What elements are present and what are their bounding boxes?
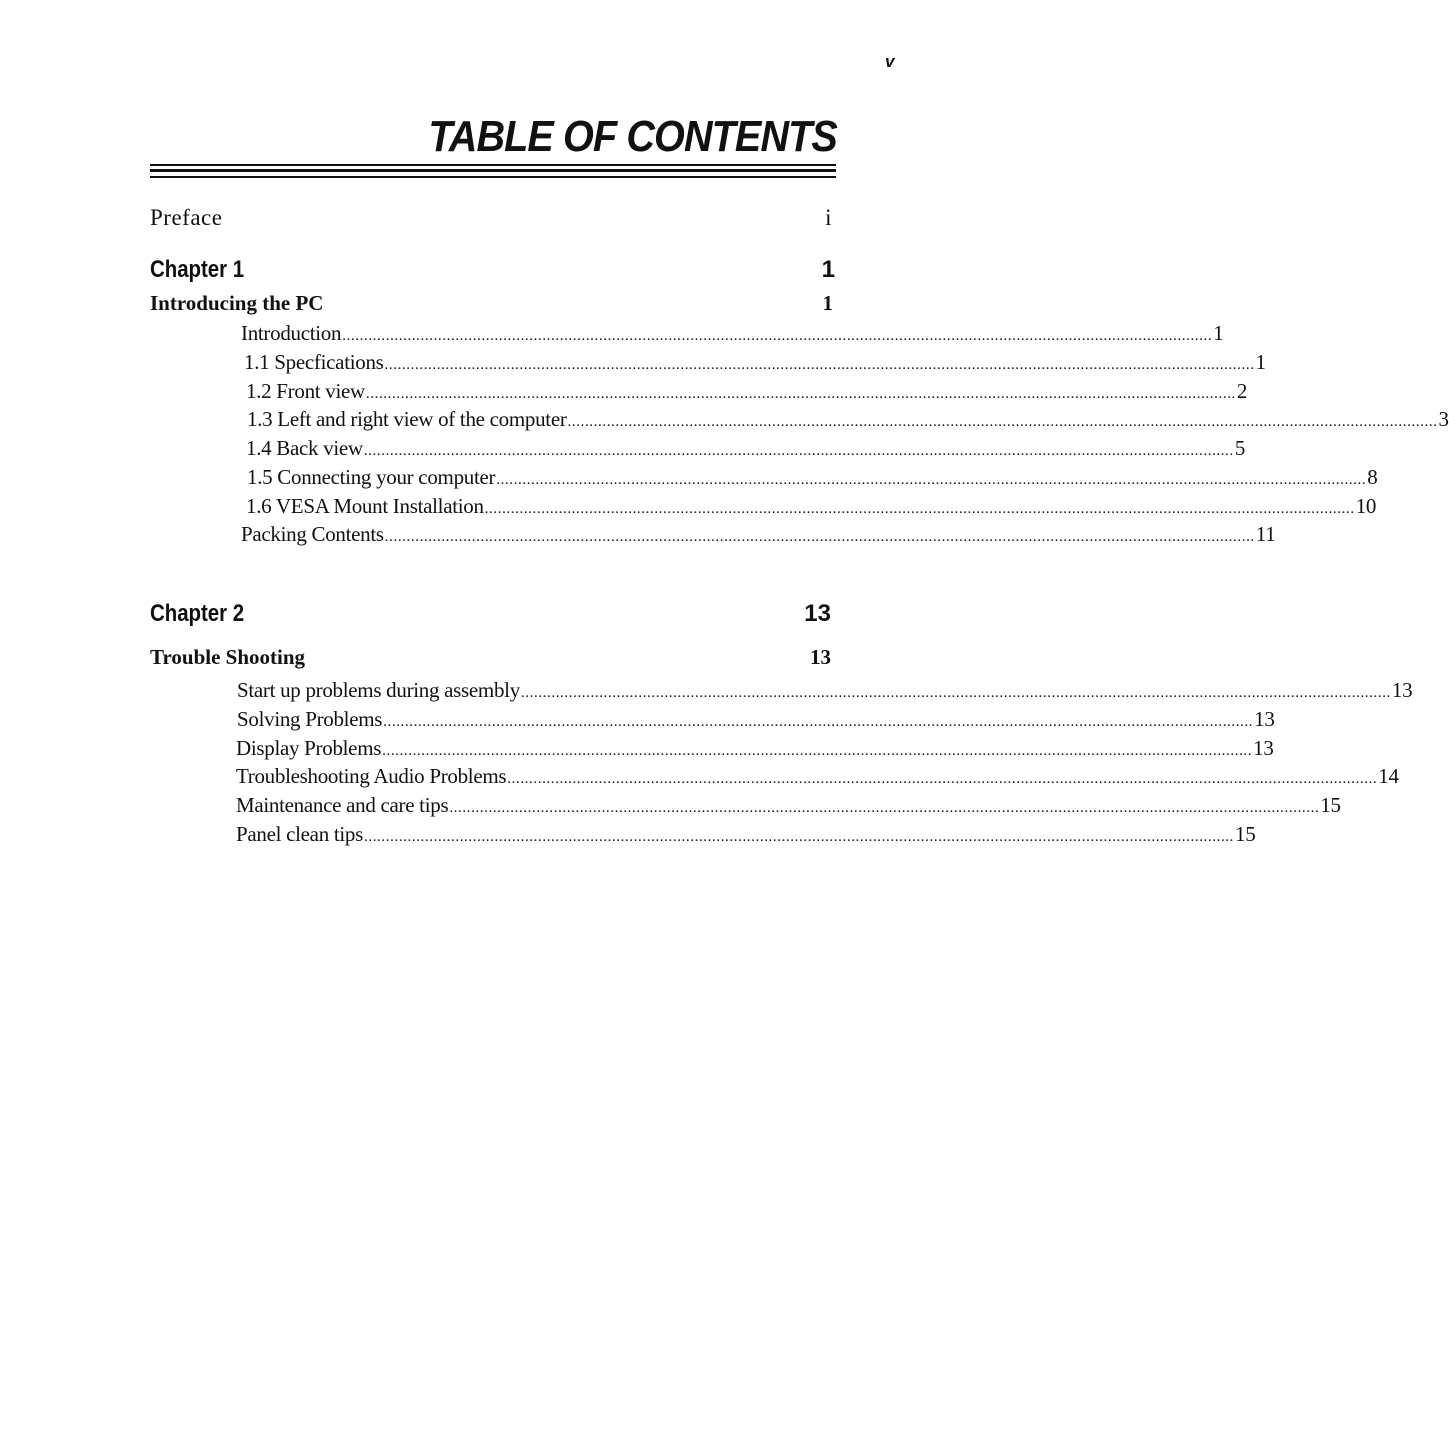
leader-dots: ........................................................................................................................................................................................................ — [384, 529, 1255, 545]
toc-entry-page: 14 — [1378, 764, 1399, 788]
toc-entry-page: 13 — [1253, 736, 1274, 760]
toc-entry-page: 11 — [1255, 522, 1276, 546]
toc-chapter-1-row[interactable] — [150, 256, 836, 284]
toc-entry-page: 15 — [1320, 793, 1341, 817]
toc-entry-label: Packing Contents — [241, 522, 384, 546]
toc-entry[interactable] — [244, 350, 1266, 376]
toc-chapter-2-row[interactable] — [150, 600, 836, 628]
leader-dots: ........................................................................................................................................................................................................ — [383, 714, 1254, 730]
toc-entry-page: 10 — [1355, 494, 1377, 518]
chapter-2-page: 13 — [804, 600, 831, 627]
toc-entry[interactable] — [246, 494, 1377, 520]
leader-dots: ........................................................................................................................................................................................................ — [363, 443, 1234, 459]
chapter-1-label: Chapter 1 — [150, 256, 245, 283]
toc-entry-label: 1.1 Specfications — [244, 350, 384, 374]
preface-label: Preface — [150, 205, 223, 230]
leader-dots: ........................................................................................................................................................................................................ — [382, 743, 1253, 759]
page-number: v — [885, 52, 895, 71]
toc-entry-label: Display Problems — [236, 736, 382, 760]
leader-dots: ........................................................................................................................................................................................................ — [342, 328, 1213, 344]
toc-entry[interactable] — [236, 822, 1256, 848]
toc-entry[interactable] — [241, 522, 1276, 548]
toc-preface-row[interactable] — [150, 205, 836, 233]
toc-entry[interactable] — [236, 793, 1341, 819]
leader-dots: ........................................................................................................................................................................................................ — [496, 472, 1367, 488]
toc-entry-label: 1.6 VESA Mount Installation — [246, 494, 484, 518]
toc-entry-label: Introduction — [241, 321, 342, 345]
toc-entry-page: 1 — [1255, 350, 1266, 374]
toc-entry-page: 3 — [1438, 407, 1449, 431]
toc-entry[interactable] — [246, 379, 1248, 405]
toc-entry-label: 1.4 Back view — [246, 436, 363, 460]
toc-entry[interactable] — [236, 764, 1399, 790]
toc-entry[interactable] — [246, 436, 1246, 462]
toc-entry-label: Solving Problems — [237, 707, 383, 731]
leader-dots: ........................................................................................................................................................................................................ — [520, 685, 1391, 701]
toc-entry-label: 1.3 Left and right view of the computer — [247, 407, 567, 431]
chapter-2-label: Chapter 2 — [150, 600, 245, 627]
toc-entry[interactable] — [241, 321, 1224, 347]
toc-entry[interactable] — [237, 707, 1275, 733]
toc-entry-page: 13 — [1254, 707, 1275, 731]
toc-entry-page: 5 — [1234, 436, 1246, 460]
leader-dots: ........................................................................................................................................................................................................ — [484, 501, 1355, 517]
leader-dots: ........................................................................................................................................................................................................ — [365, 386, 1236, 402]
toc-section-trouble-row[interactable] — [150, 645, 836, 673]
leader-dots: ........................................................................................................................................................................................................ — [364, 829, 1234, 845]
leader-dots: ........................................................................................................................................................................................................ — [384, 357, 1255, 373]
toc-section-introducing-row[interactable] — [150, 291, 836, 319]
preface-page: i — [825, 205, 832, 230]
chapter-1-page: 1 — [821, 256, 835, 283]
toc-entry-page: 1 — [1213, 321, 1224, 345]
page-title: TABLE OF CONTENTS — [428, 112, 837, 161]
toc-entry-label: Maintenance and care tips — [236, 793, 449, 817]
leader-dots: ........................................................................................................................................................................................................ — [449, 800, 1320, 816]
toc-entry-label: 1.2 Front view — [246, 379, 365, 403]
title-rule-top — [150, 164, 836, 166]
leader-dots: ........................................................................................................................................................................................................ — [567, 414, 1438, 430]
section-trouble-label: Trouble Shooting — [150, 645, 306, 669]
section-introducing-label: Introducing the PC — [150, 291, 324, 315]
toc-entry-page: 15 — [1235, 822, 1256, 846]
section-trouble-page: 13 — [810, 645, 831, 669]
toc-entry-label: 1.5 Connecting your computer — [247, 465, 496, 489]
toc-entry-page: 13 — [1391, 678, 1413, 702]
title-rule-middle — [150, 169, 836, 172]
title-rule-bottom — [150, 176, 836, 178]
toc-entry[interactable] — [237, 678, 1413, 704]
toc-entry-page: 2 — [1236, 379, 1248, 403]
section-introducing-page: 1 — [822, 291, 833, 315]
toc-entry-label: Panel clean tips — [236, 822, 363, 846]
toc-entry[interactable] — [236, 736, 1274, 762]
leader-dots: ........................................................................................................................................................................................................ — [507, 771, 1378, 787]
toc-entry-label: Start up problems during assembly — [237, 678, 520, 702]
toc-entry-page: 8 — [1367, 465, 1378, 489]
toc-entry[interactable] — [247, 465, 1378, 491]
toc-entry[interactable] — [247, 407, 1449, 433]
toc-entry-label: Troubleshooting Audio Problems — [236, 764, 507, 788]
